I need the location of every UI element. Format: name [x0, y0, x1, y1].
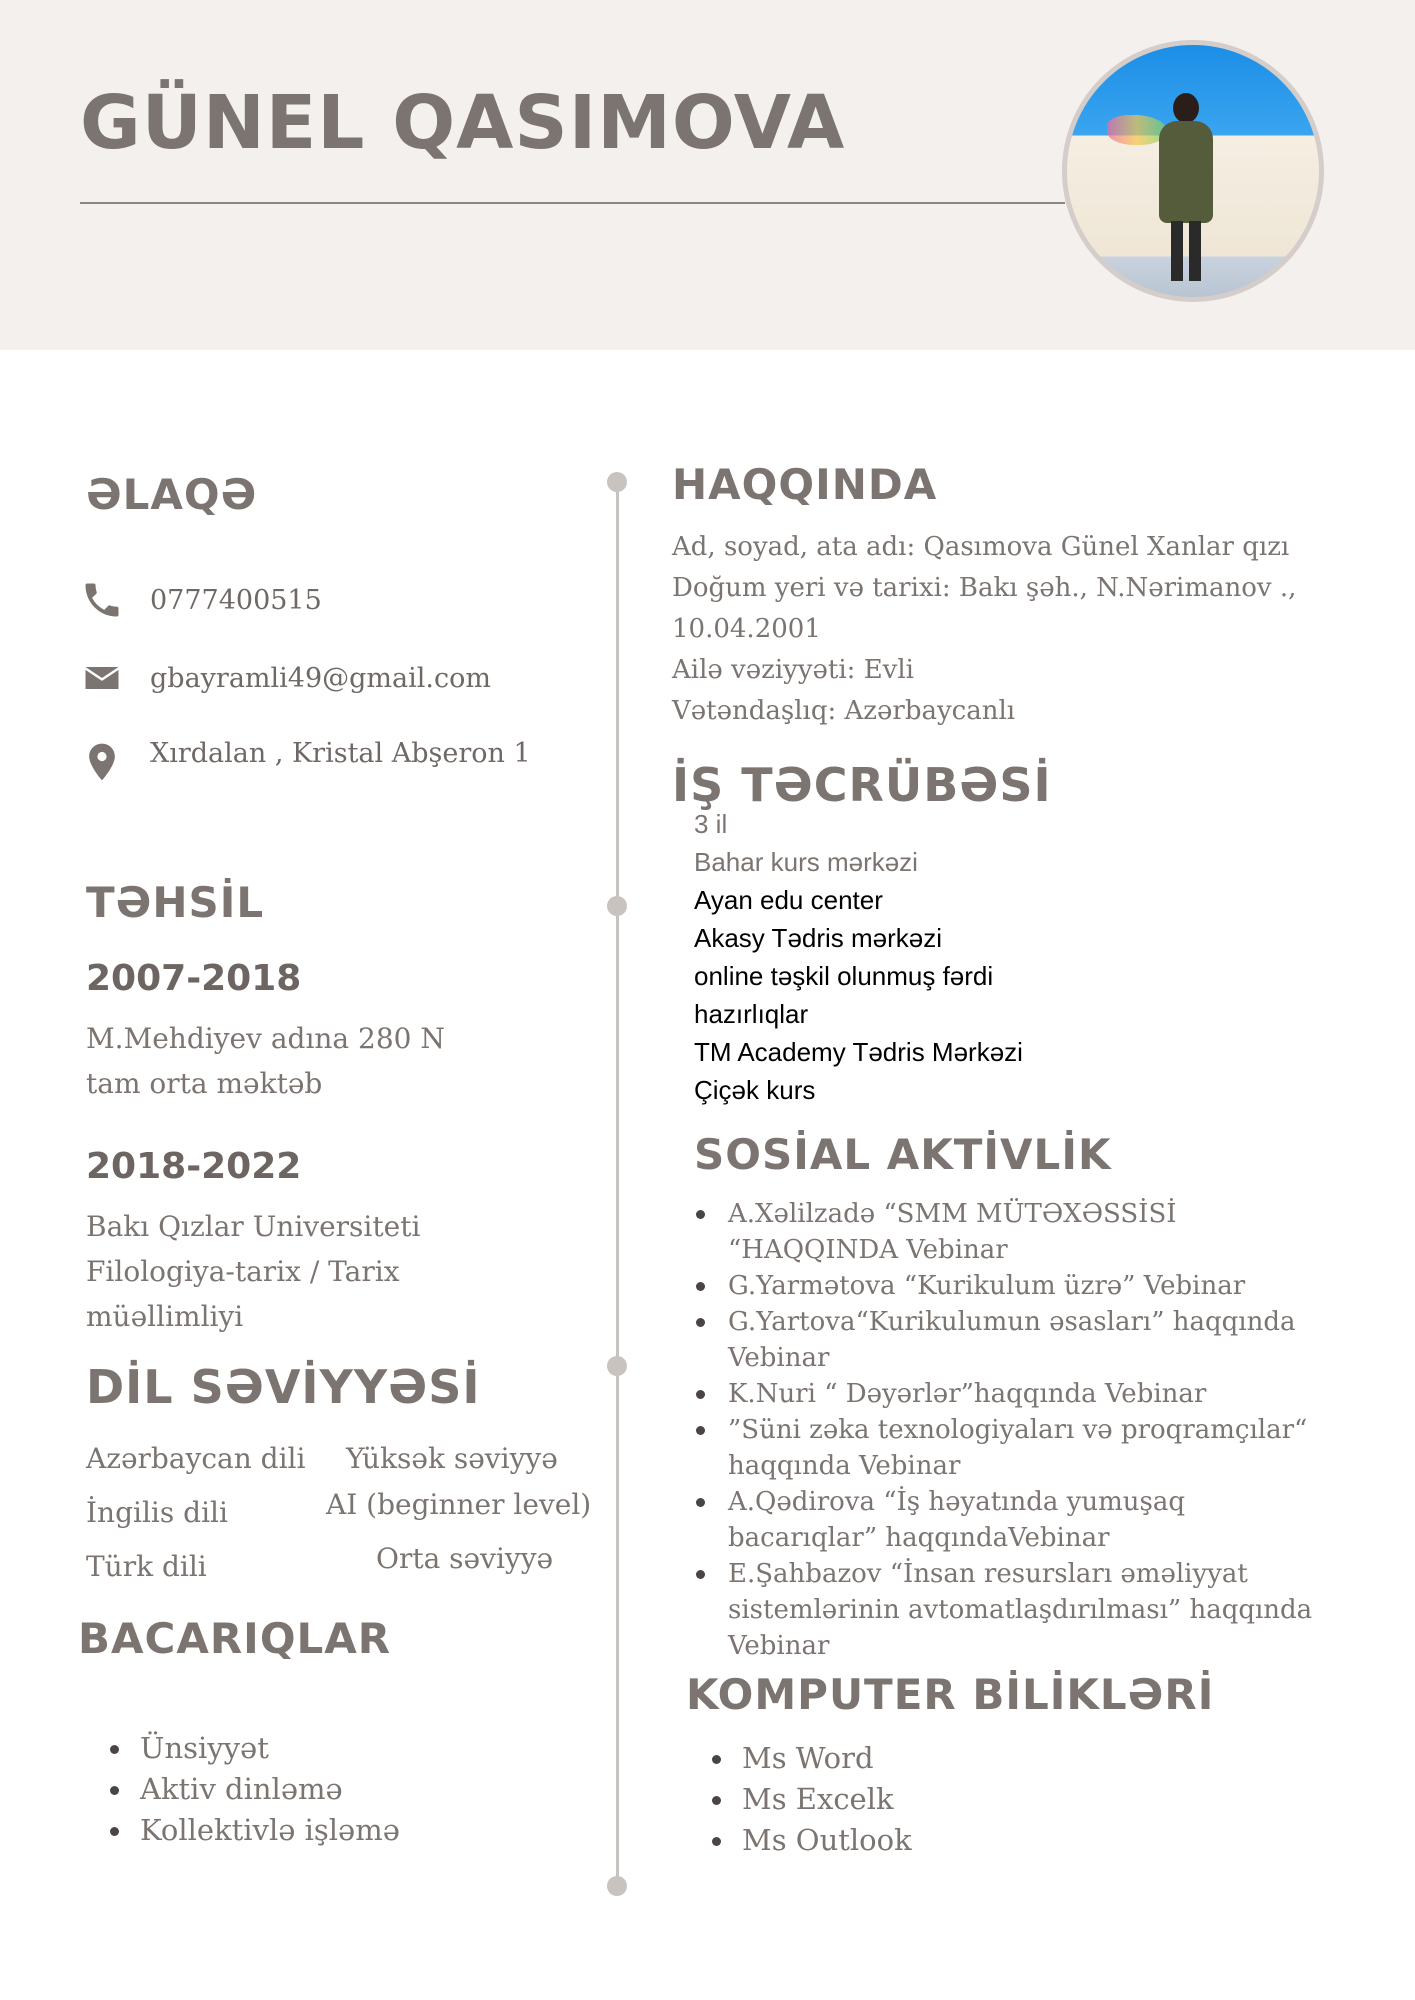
- list-item-line: haqqında Vebinar: [728, 1451, 961, 1481]
- list-item: Ms Word: [710, 1738, 912, 1779]
- contact-address: [80, 737, 531, 784]
- list-item: [694, 1268, 1312, 1304]
- education-line: Filologiya-tarix / Tarix: [86, 1255, 400, 1288]
- experience-line: online təşkil olunmuş fərdi: [694, 961, 994, 991]
- list-item-line: bacarıqlar” haqqındaVebinar: [728, 1523, 1110, 1553]
- list-item-line: K.Nuri “ Dəyərlər”haqqında Vebinar: [728, 1379, 1207, 1409]
- list-item: Ms Outlook: [710, 1820, 912, 1861]
- list-item-line: ”Süni zəka texnologiyaları və proqramçılar“: [728, 1415, 1308, 1445]
- language-level: Yüksək səviyyə: [346, 1442, 558, 1475]
- languages-title: DİL SƏVİYYƏSİ: [86, 1360, 481, 1414]
- social-title: SOSİAL AKTİVLİK: [694, 1130, 1112, 1179]
- education-title: TƏHSİL: [86, 878, 265, 927]
- phone-number: 0777400515: [150, 584, 322, 616]
- experience-line: TM Academy Tədris Mərkəzi: [694, 1037, 1023, 1067]
- contact-phone: [80, 578, 322, 622]
- list-item-line: Vebinar: [728, 1631, 830, 1661]
- list-item: [694, 1556, 1312, 1664]
- list-item-line: E.Şahbazov “İnsan resursları əməliyyat: [728, 1559, 1248, 1589]
- about-line: Ailə vəziyyəti: Evli: [672, 655, 914, 685]
- location-pin-icon: [80, 740, 124, 784]
- list-item: [694, 1376, 1312, 1412]
- phone-icon: [80, 578, 124, 622]
- address-text: Xırdalan , Kristal Abşeron 1: [150, 737, 531, 769]
- email-address: gbayramli49@gmail.com: [150, 662, 491, 694]
- list-item-line: “HAQQINDA Vebinar: [728, 1235, 1008, 1265]
- name-divider: [80, 202, 1065, 204]
- list-item: Ms Excelk: [710, 1779, 912, 1820]
- about-line: Vətəndaşlıq: Azərbaycanlı: [672, 696, 1016, 726]
- social-list: [694, 1196, 1312, 1664]
- experience-line: Çiçək kurs: [694, 1075, 816, 1105]
- education-line: müəllimliyi: [86, 1300, 244, 1333]
- experience-line: Ayan edu center: [694, 885, 883, 915]
- list-item-line: sistemlərinin avtomatlaşdırılması” haqqında: [728, 1595, 1313, 1625]
- timeline-line: [616, 482, 619, 1886]
- timeline-dot: [607, 896, 627, 916]
- skills-title: BACARIQLAR: [78, 1614, 392, 1663]
- list-item: Aktiv dinləmə: [108, 1769, 400, 1810]
- list-item: [694, 1412, 1312, 1484]
- contact-title: ƏLAQƏ: [86, 470, 258, 519]
- contact-email: [80, 656, 491, 700]
- computer-title: KOMPUTER BİLİKLƏRİ: [686, 1670, 1215, 1719]
- list-item: Kollektivlə işləmə: [108, 1810, 400, 1851]
- list-item-line: G.Yarmətova “Kurikulum üzrə” Vebinar: [728, 1271, 1246, 1301]
- about-line: 10.04.2001: [672, 614, 821, 644]
- experience-line: hazırlıqlar: [694, 999, 809, 1029]
- education-line: M.Mehdiyev adına 280 N: [86, 1022, 445, 1055]
- about-title: HAQQINDA: [672, 460, 938, 509]
- list-item: [694, 1484, 1312, 1556]
- education-school: [86, 1016, 445, 1106]
- language-name: Azərbaycan dili: [86, 1442, 306, 1475]
- list-item-line: A.Xəlilzadə “SMM MÜTƏXƏSSİSİ: [728, 1199, 1177, 1229]
- experience-line: Bahar kurs mərkəzi: [694, 847, 918, 877]
- experience-line: Akasy Tədris mərkəzi: [694, 923, 943, 953]
- education-line: tam orta məktəb: [86, 1067, 323, 1100]
- timeline-dot: [607, 472, 627, 492]
- education-line: Bakı Qızlar Universiteti: [86, 1210, 421, 1243]
- list-item: [694, 1196, 1312, 1268]
- language-name: İngilis dili: [86, 1496, 228, 1529]
- email-icon: [80, 656, 124, 700]
- skills-list: [108, 1728, 400, 1851]
- timeline-dot: [607, 1876, 627, 1896]
- education-years: 2007-2018: [86, 958, 302, 999]
- language-name: Türk dili: [86, 1550, 207, 1583]
- photo-wall-art: [1107, 115, 1167, 145]
- language-level: AI (beginner level): [326, 1488, 592, 1521]
- experience-title: İŞ TƏCRÜBƏSİ: [672, 758, 1052, 812]
- candidate-name: GÜNEL QASIMOVA: [80, 80, 846, 166]
- photo-figure-legs: [1171, 221, 1201, 281]
- timeline-dot: [607, 1356, 627, 1376]
- list-item: Ünsiyyət: [108, 1728, 400, 1769]
- list-item-line: A.Qədirova “İş həyatında yumuşaq: [728, 1487, 1185, 1517]
- photo-figure-body: [1159, 121, 1213, 223]
- education-years: 2018-2022: [86, 1146, 302, 1187]
- list-item-line: Vebinar: [728, 1343, 830, 1373]
- list-item-line: G.Yartova“Kurikulumun əsasları” haqqında: [728, 1307, 1296, 1337]
- list-item: [694, 1304, 1312, 1376]
- computer-skills-list: [710, 1738, 912, 1861]
- profile-photo: [1062, 40, 1324, 302]
- experience-line: 3 il: [694, 809, 728, 839]
- about-line: Ad, soyad, ata adı: Qasımova Günel Xanlar qızı: [672, 532, 1290, 562]
- photo-figure-head: [1173, 93, 1199, 123]
- about-line: Doğum yeri və tarixi: Bakı şəh., N.Nərimanov .,: [672, 573, 1297, 603]
- language-level: Orta səviyyə: [376, 1542, 554, 1575]
- education-university: [86, 1204, 420, 1339]
